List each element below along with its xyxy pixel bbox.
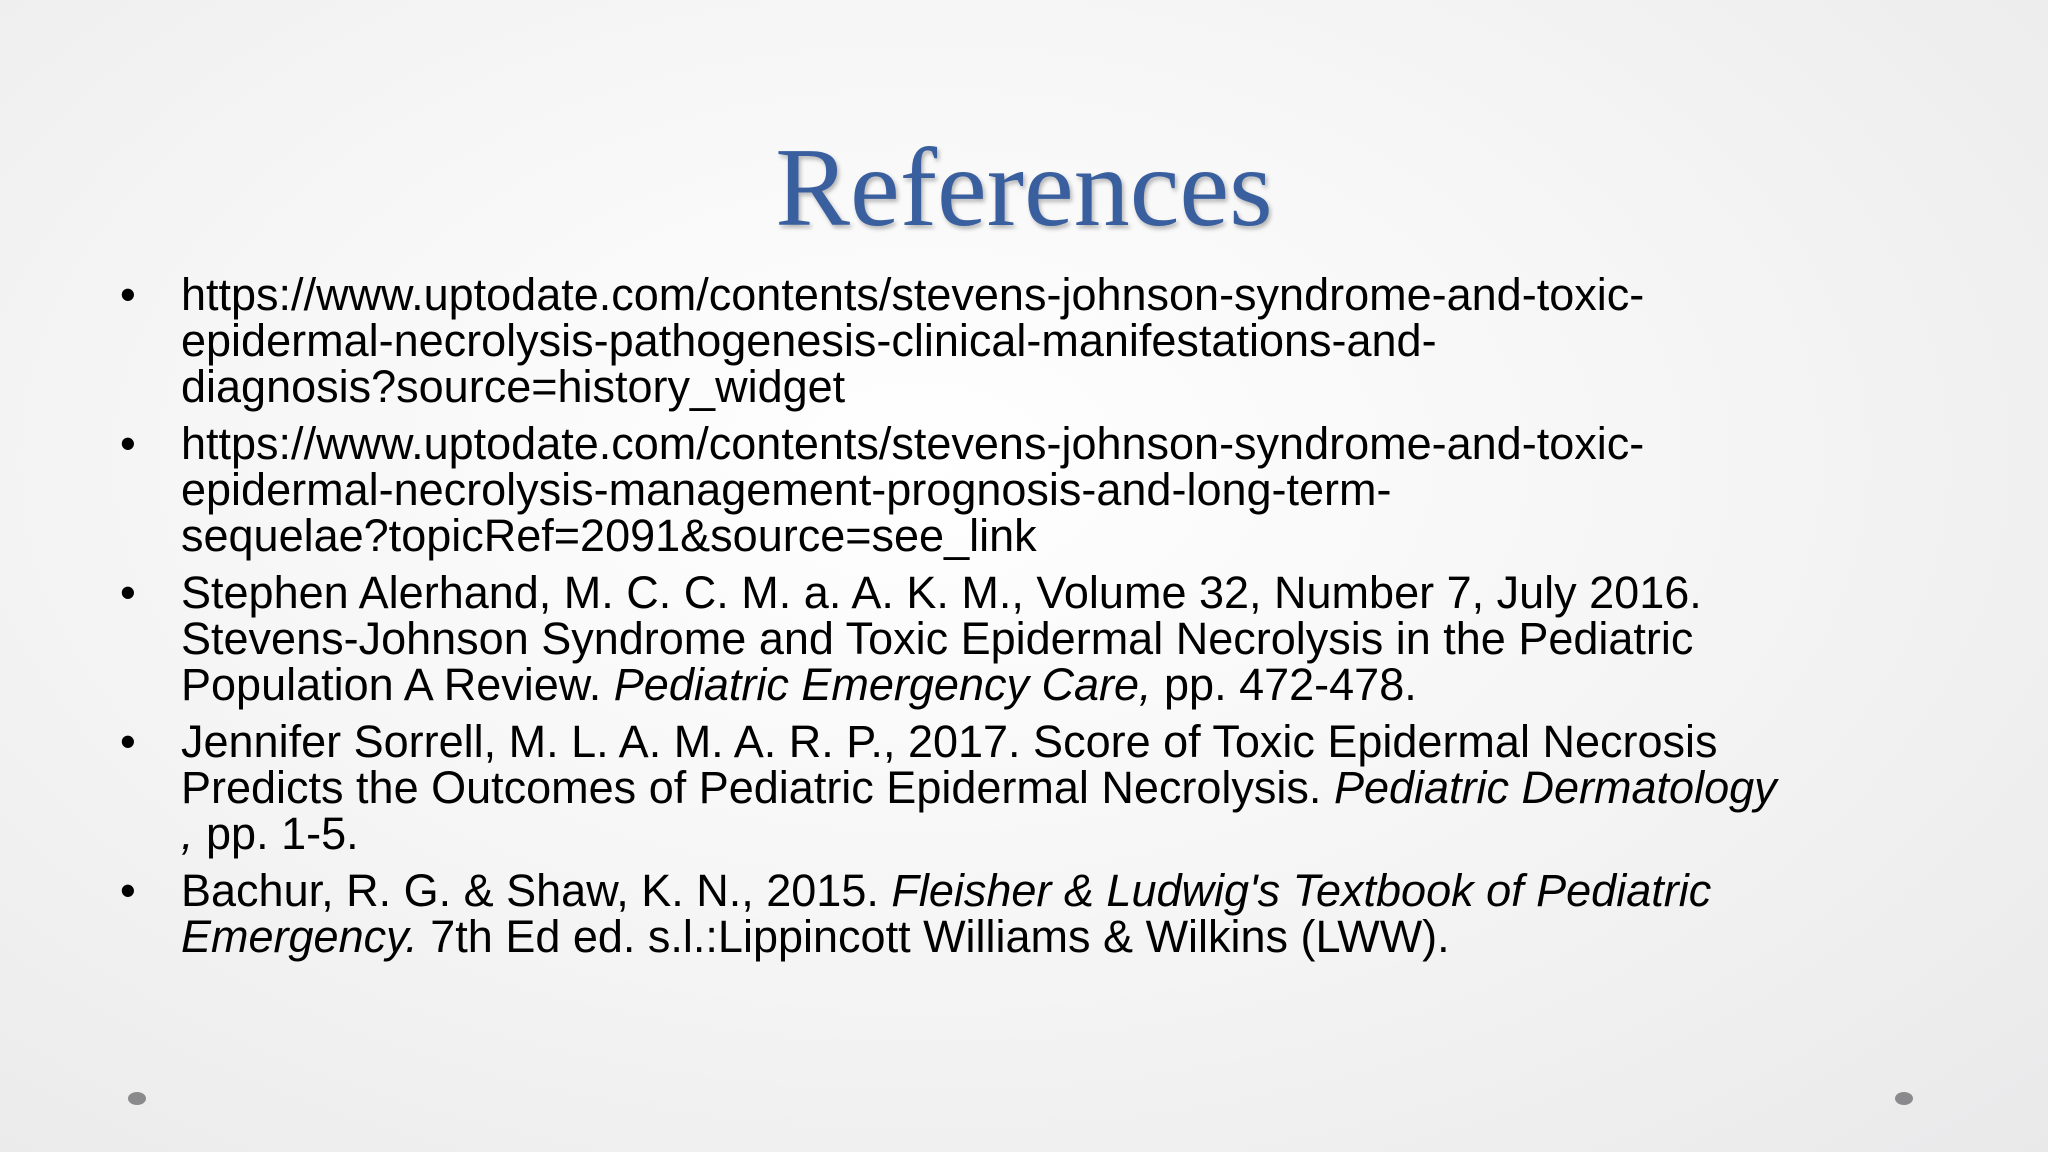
- reference-item: [120, 269, 1920, 412]
- bullet-icon: •: [120, 418, 136, 469]
- reference-text: diagnosis?source=history_widget: [181, 361, 846, 412]
- reference-source-text: Pediatric Dermatology: [1333, 762, 1777, 813]
- reference-line: [181, 361, 1920, 412]
- reference-text: Bachur, R. G. & Shaw, K. N., 2015.: [181, 865, 892, 916]
- reference-source-text: Fleisher & Ludwig's Textbook of Pediatric: [891, 865, 1712, 916]
- bullet-icon: •: [120, 269, 136, 320]
- reference-line: [181, 762, 1920, 813]
- reference-source-text: Emergency.: [181, 911, 418, 962]
- reference-text: sequelae?topicRef=2091&source=see_link: [181, 510, 1037, 561]
- reference-text: pp. 1-5.: [193, 808, 359, 859]
- slide-title: References: [775, 126, 1273, 250]
- reference-text: 7th Ed ed. s.l.:Lippincott Williams & Wilkins (LWW).: [417, 911, 1450, 962]
- reference-source-text: Pediatric Emergency Care,: [613, 659, 1152, 710]
- reference-item: [120, 716, 1920, 859]
- reference-text: Jennifer Sorrell, M. L. A. M. A. R. P., 2017. Score of Toxic Epidermal Necrosis: [181, 716, 1718, 767]
- reference-line: [181, 808, 1920, 859]
- reference-line: [181, 269, 1920, 320]
- reference-item: [120, 418, 1920, 561]
- reference-line: [181, 613, 1920, 664]
- reference-line: [181, 659, 1920, 710]
- reference-list: [120, 269, 1920, 971]
- reference-line: [181, 865, 1920, 916]
- reference-line: [181, 911, 1920, 962]
- reference-line: [181, 510, 1920, 561]
- reference-line: [181, 418, 1920, 469]
- slide-corner-dot-right: [1895, 1092, 1913, 1105]
- reference-text: epidermal-necrolysis-pathogenesis-clinical-manifestations-and-: [181, 315, 1437, 366]
- reference-text: https://www.uptodate.com/contents/stevens-johnson-syndrome-and-toxic-: [181, 269, 1645, 320]
- reference-text: Stephen Alerhand, M. C. C. M. a. A. K. M., Volume 32, Number 7, July 2016.: [181, 567, 1702, 618]
- reference-line: [181, 464, 1920, 515]
- reference-line: [181, 567, 1920, 618]
- reference-text: Stevens-Johnson Syndrome and Toxic Epidermal Necrolysis in the Pediatric: [181, 613, 1694, 664]
- reference-source-text: ,: [181, 808, 194, 859]
- bullet-icon: •: [120, 865, 136, 916]
- reference-text: Predicts the Outcomes of Pediatric Epidermal Necrolysis.: [181, 762, 1334, 813]
- reference-text: epidermal-necrolysis-management-prognosis-and-long-term-: [181, 464, 1392, 515]
- reference-text: https://www.uptodate.com/contents/stevens-johnson-syndrome-and-toxic-: [181, 418, 1645, 469]
- reference-item: [120, 865, 1920, 962]
- slide-corner-dot-left: [128, 1092, 146, 1105]
- bullet-icon: •: [120, 567, 136, 618]
- reference-line: [181, 716, 1920, 767]
- reference-line: [181, 315, 1920, 366]
- reference-text: Population A Review.: [181, 659, 614, 710]
- reference-item: [120, 567, 1920, 710]
- bullet-icon: •: [120, 716, 136, 767]
- reference-text: pp. 472-478.: [1151, 659, 1417, 710]
